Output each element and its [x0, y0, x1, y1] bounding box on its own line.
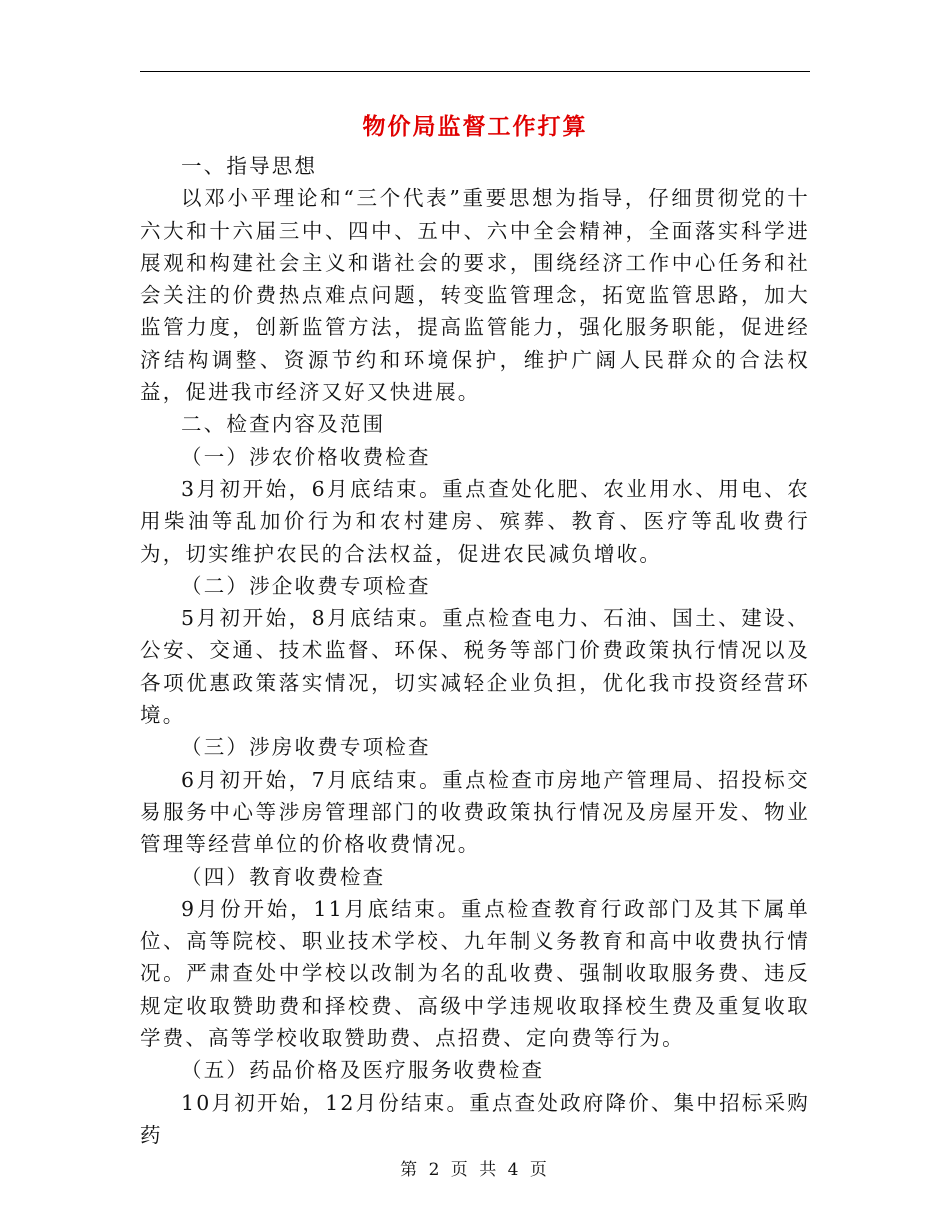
paragraph: 9月份开始，11月底结束。重点检查教育行政部门及其下属单位、高等院校、职业技术学校、九年制义务教育和高中收费执行情况。严肃查处中学校以改制为名的乱收费、强制收取服务费、违反规定收取赞助费和择校费、高级中学违规收取择校生费及重复收取学费、高等学校收取赞助费、点招费、定向费等行为。: [140, 896, 810, 1051]
document-title: 物价局监督工作打算: [362, 113, 588, 140]
subsection-heading: （五）药品价格及医疗服务收费检查: [181, 1058, 545, 1083]
paragraph: 3月初开始，6月底结束。重点查处化肥、农业用水、用电、农用柴油等乱加价行为和农村建房、殡葬、教育、医疗等乱收费行为，切实维护农民的合法权益，促进农民减负增收。: [140, 476, 810, 566]
subsection-heading: （四）教育收费检查: [181, 864, 386, 889]
header-rule: [140, 71, 810, 72]
paragraph: 6月初开始，7月底结束。重点检查市房地产管理局、招投标交易服务中心等涉房管理部门的收费政策执行情况及房屋开发、物业管理等经营单位的价格收费情况。: [140, 767, 810, 857]
page-number-footer: 第 2 页 共 4 页: [400, 1160, 550, 1180]
section-heading: 一、指导思想: [181, 154, 318, 178]
paragraph: 以邓小平理论和“三个代表”重要思想为指导，仔细贯彻党的十六大和十六届三中、四中、五中、六中全会精神，全面落实科学进展观和构建社会主义和谐社会的要求，围绕经济工作中心任务和社会关注的价费热点难点问题，转变监管理念，拓宽监管思路，加大监管力度，创新监管方法，提高监管能力，强化服务职能，促进经济结构调整、资源节约和环境保护，维护广阔人民群众的合法权益，促进我市经济又好又快进展。: [140, 186, 810, 405]
section-heading: 二、检查内容及范围: [181, 412, 386, 437]
subsection-heading: （三）涉房收费专项检查: [181, 735, 431, 760]
subsection-heading: （一）涉农价格收费检查: [181, 444, 431, 469]
paragraph: 5月初开始，8月底结束。重点检查电力、石油、国土、建设、公安、交通、技术监督、环保、税务等部门价费政策执行情况以及各项优惠政策落实情况，切实减轻企业负担，优化我市投资经营环境。: [140, 606, 810, 728]
paragraph: 10月初开始，12月份结束。重点查处政府降价、集中招标采购药: [140, 1090, 810, 1147]
subsection-heading: （二）涉企收费专项检查: [181, 573, 431, 598]
document-body: [140, 150, 810, 1151]
